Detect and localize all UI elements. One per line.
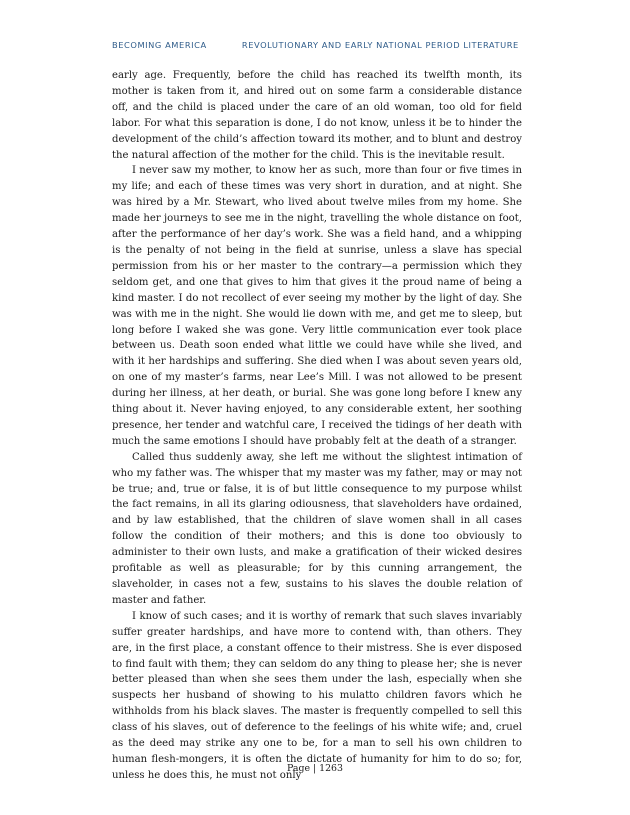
- page-number: Page | 1263: [286, 763, 343, 774]
- paragraph-4: I know of such cases; and it is worthy of remark that such slaves invariably suffer greater hardships, and have more to contend with, than others. They are, in the first place, a constant offence to their mistress. She is ever disposed to find fault with them; they can seldom do any thing to please her; she is never better pleased than when she sees them under the lash, especially when she suspects her husband of showing to his mulatto children favors which he withholds from his black slaves. The master is frequently compelled to sell this class of his slaves, out of deference to the feelings of his white wife; and, cruel as the deed may strike any one to be, for a man to sell his own children to human flesh-mongers, it is often the dictate of humanity for him to do so; for, unless he does this, he must not only: [112, 610, 522, 781]
- running-header: [112, 40, 532, 50]
- paragraph-3: Called thus suddenly away, she left me without the slightest intimation of who my father was. The whisper that my master was my father, may or may not be true; and, true or false, it is of but little consequence to my purpose whilst the fact remains, in all its glaring odiousness, that slaveholders have ordained, and by law established, that the children of slave women shall in all cases follow the condition of their mothers; and this is done too obviously to administer to their own lusts, and make a gratification of their wicked desires profitable as well as pleasurable; for by this cunning arrangement, the slaveholder, in cases not a few, sustains to his slaves the double relation of master and father.: [112, 451, 522, 606]
- paragraph-1: early age. Frequently, before the child has reached its twelfth month, its mother is taken from it, and hired out on some farm a considerable distance off, and the child is placed under the care of an old woman, too old for field labor. For what this separation is done, I do not know, unless it be to hinder the development of the child’s affection toward its mother, and to blunt and destroy the natural affection of the mother for the child. This is the inevitable result.: [112, 70, 522, 161]
- series-title: BECOMING AMERICA: [112, 40, 207, 50]
- paragraph-2: I never saw my mother, to know her as such, more than four or five times in my life; and each of these times was very short in duration, and at night. She was hired by a Mr. Stewart, who lived about twelve miles from my home. She made her journeys to see me in the night, travelling the whole distance on foot, after the performance of her day’s work. She was a field hand, and a whipping is the penalty of not being in the field at sunrise, unless a slave has special permission from his or her master to the contrary—a permission which they seldom get, and one that gives to him that gives it the proud name of being a kind master. I do not recollect of ever seeing my mother by the light of day. She was with me in the night. She would lie down with me, and get me to sleep, but long before I waked she was gone. Very little communication ever took place between us. Death soon ended what little we could have while she lived, and with it her hardships and suffering. She died when I was about seven years old, on one of my master’s farms, near Lee’s Mill. I was not allowed to be present during her illness, at her death, or burial. She was gone long before I knew any thing about it. Never having enjoyed, to any considerable extent, her soothing presence, her tender and watchful care, I received the tidings of her death with much the same emotions I should have probably felt at the death of a stranger.: [112, 165, 522, 447]
- section-title: REVOLUTIONARY AND EARLY NATIONAL PERIOD LITERATURE: [241, 40, 519, 50]
- body-text: [112, 68, 522, 784]
